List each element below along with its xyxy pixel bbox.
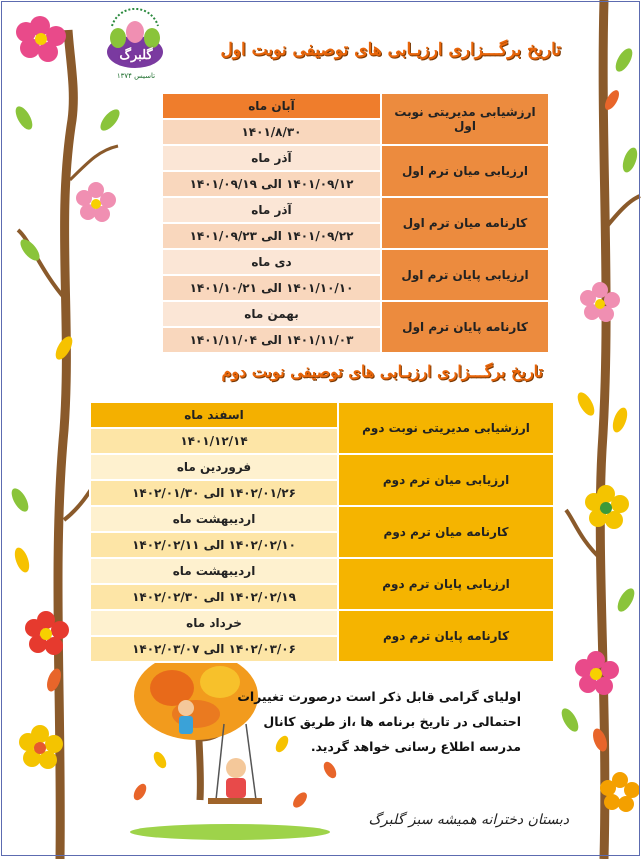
title-second-term: تاریخ برگـــزاری ارزیـابی های توصیفی نوبت دوم: [221, 362, 543, 381]
row-date: ۱۴۰۱/۸/۳۰: [162, 119, 381, 145]
row-month: آبان ماه: [162, 93, 381, 119]
row-date: ۱۴۰۱/۰۹/۱۲ الی ۱۴۰۱/۰۹/۱۹: [162, 171, 381, 197]
table-row: [162, 301, 549, 327]
row-label: ارزیابی پایان ترم اول: [381, 249, 549, 301]
row-label: کارنامه میان ترم اول: [381, 197, 549, 249]
row-label: کارنامه پایان ترم اول: [381, 301, 549, 353]
row-month: بهمن ماه: [162, 301, 381, 327]
row-date: ۱۴۰۲/۰۱/۲۶ الی ۱۴۰۲/۰۱/۳۰: [90, 480, 338, 506]
logo-subtitle: تاسیس ۱۳۷۴: [116, 72, 156, 80]
row-date: ۱۴۰۱/۱۱/۰۳ الی ۱۴۰۱/۱۱/۰۴: [162, 327, 381, 353]
logo-name: گلبرگ: [119, 48, 153, 63]
row-date: ۱۴۰۲/۰۲/۱۰ الی ۱۴۰۲/۰۲/۱۱: [90, 532, 338, 558]
row-date: ۱۴۰۲/۰۲/۱۹ الی ۱۴۰۲/۰۲/۳۰: [90, 584, 338, 610]
notice-text: اولیای گرامی قابل ذکر است درصورت تغییرات احتمالی در تاریخ برنامه ها ،از طریق کانال مدرسه اطلاع رسانی خواهد گردید.: [237, 689, 521, 754]
title-first-term: تاریخ برگـــزاری ارزیـابی های توصیفی نوبت اول: [220, 40, 561, 60]
table-row: [90, 506, 554, 532]
row-label: کارنامه پایان ترم دوم: [338, 610, 554, 662]
table-row: [90, 610, 554, 636]
table-row: [162, 93, 549, 119]
row-label: ارزشیابی مدیریتی نوبت دوم: [338, 402, 554, 454]
row-month: آذر ماه: [162, 197, 381, 223]
row-date: ۱۴۰۲/۰۳/۰۶ الی ۱۴۰۲/۰۳/۰۷: [90, 636, 338, 662]
row-month: اردیبهشت ماه: [90, 558, 338, 584]
row-month: اردیبهشت ماه: [90, 506, 338, 532]
row-month: فروردین ماه: [90, 454, 338, 480]
table-row: [162, 145, 549, 171]
table-row: [162, 249, 549, 275]
row-month: دی ماه: [162, 249, 381, 275]
table-row: [162, 197, 549, 223]
school-logo: [104, 8, 166, 82]
row-date: ۱۴۰۱/۰۹/۲۲ الی ۱۴۰۱/۰۹/۲۳: [162, 223, 381, 249]
table-row: [90, 454, 554, 480]
row-month: آذر ماه: [162, 145, 381, 171]
schedule-table-second-term: [89, 401, 555, 663]
row-label: ارزیابی میان ترم اول: [381, 145, 549, 197]
school-name-footer: دبستان دخترانه همیشه سبز گلبرگ: [368, 812, 569, 828]
row-label: ارزیابی پایان ترم دوم: [338, 558, 554, 610]
row-month: اسفند ماه: [90, 402, 338, 428]
row-label: ارزیابی میان ترم دوم: [338, 454, 554, 506]
row-date: ۱۴۰۱/۱۲/۱۴: [90, 428, 338, 454]
row-label: کارنامه میان ترم دوم: [338, 506, 554, 558]
table-row: [90, 558, 554, 584]
row-month: خرداد ماه: [90, 610, 338, 636]
row-date: ۱۴۰۱/۱۰/۱۰ الی ۱۴۰۱/۱۰/۲۱: [162, 275, 381, 301]
row-label: ارزشیابی مدیریتی نوبت اول: [381, 93, 549, 145]
schedule-table-first-term: [161, 92, 550, 354]
table-row: [90, 402, 554, 428]
